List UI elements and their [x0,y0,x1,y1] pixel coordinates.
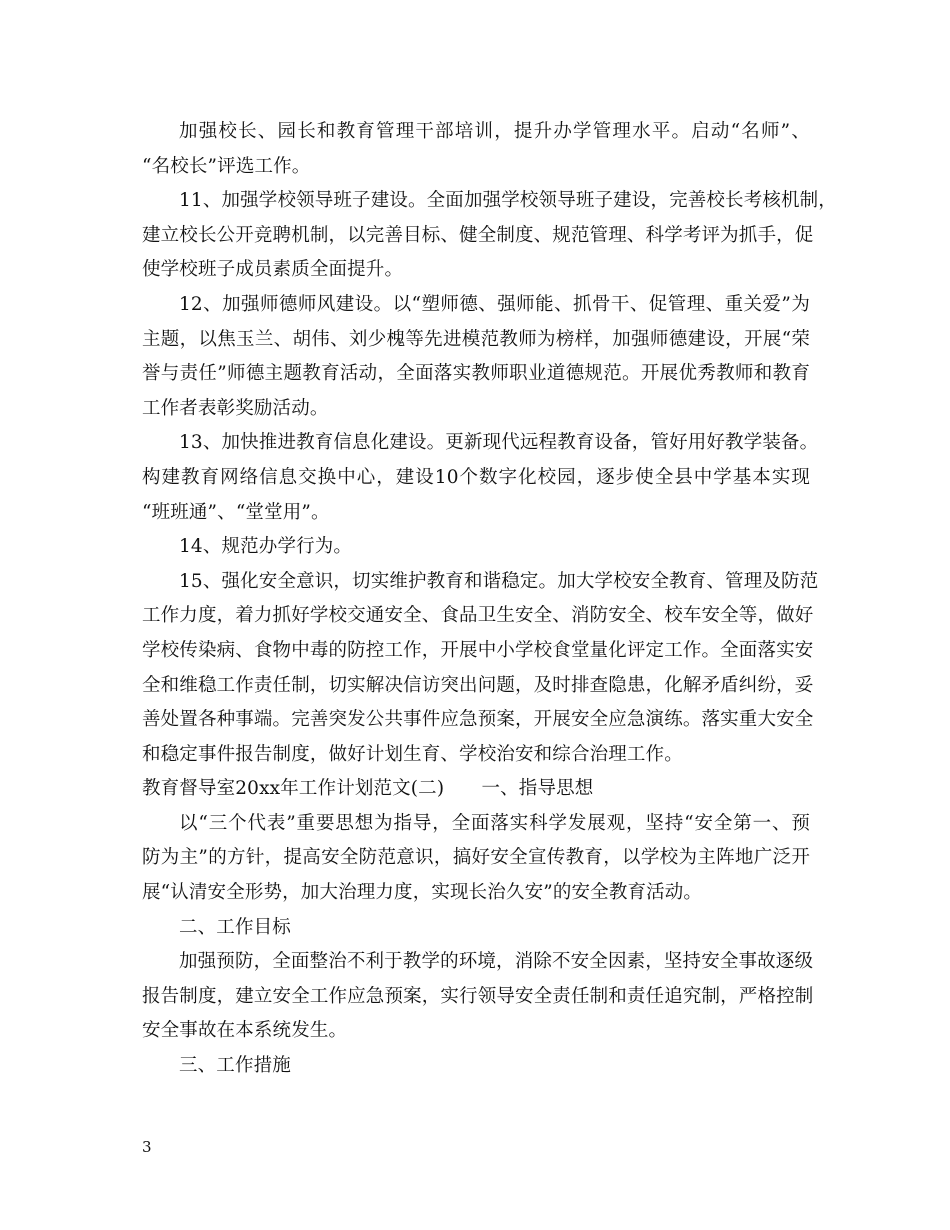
text-line: 展“认清安全形势，加大治理力度，实现长治久安”的安全教育活动。 [142,882,703,904]
text-line: 加强校长、园长和教育管理干部培训，提升办学管理水平。启动“名师”、 [179,121,810,142]
text-line: 14、规范办学行为。 [179,536,353,558]
section-heading: 二、工作目标 [179,916,291,938]
text-line: 13、加快推进教育信息化建设。更新现代远程教育设备，管好用好教学装备。 [179,432,819,454]
section-heading: 三、工作措施 [179,1055,291,1077]
text-line: 工作者表彰奖励活动。 [142,397,329,419]
text-line: “班班通”、“堂堂用”。 [142,501,330,523]
text-line: 12、加强师德师风建设。以“塑师德、强师能、抓骨干、促管理、重关爱”为 [179,293,810,315]
text-line: 以“三个代表”重要思想为指导，全面落实科学发展观，坚持“安全第一、预 [179,812,810,834]
text-line: 主题，以焦玉兰、胡伟、刘少槐等先进模范教师为榜样，加强师德建设，开展“荣 [142,328,810,350]
text-line: 工作力度，着力抓好学校交通安全、食品卫生安全、消防安全、校车安全等，做好 [142,605,814,627]
text-line: 安全事故在本系统发生。 [142,1020,348,1042]
text-line: 教育督导室20xx年工作计划范文(二) 一、指导思想 [142,778,594,800]
text-line: 誉与责任”师德主题教育活动，全面落实教师职业道德规范。开展优秀教师和教育 [142,363,810,385]
text-line: 全和维稳工作责任制，切实解决信访突出问题，及时排查隐患，化解矛盾纠纷，妥 [142,674,814,696]
text-line: 防为主”的方针，提高安全防范意识，搞好安全宣传教育，以学校为主阵地广泛开 [142,847,810,869]
text-line: 学校传染病、食物中毒的防控工作，开展中小学校食堂量化评定工作。全面落实安 [142,639,814,661]
text-line: 建立校长公开竞聘机制，以完善目标、健全制度、规范管理、科学考评为抓手，促 [142,224,814,246]
text-line: 加强预防，全面整治不利于教学的环境，消除不安全因素，坚持安全事故逐级 [179,951,814,973]
text-line: 和稳定事件报告制度，做好计划生育、学校治安和综合治理工作。 [142,743,683,765]
text-line: 报告制度，建立安全工作应急预案，实行领导安全责任制和责任追究制，严格控制 [142,985,814,1007]
page-number: 3 [142,1138,152,1156]
text-line: 11、加强学校领导班子建设。全面加强学校领导班子建设，完善校长考核机制， [179,190,837,212]
text-line: 构建教育网络信息交换中心，建设10个数字化校园，逐步使全县中学基本实现 [142,466,810,488]
document-body [142,115,837,1084]
text-line: 善处置各种事端。完善突发公共事件应急预案，开展安全应急演练。落实重大安全 [142,709,814,731]
text-line: 使学校班子成员素质全面提升。 [142,259,404,281]
text-line: 15、强化安全意识，切实维护教育和谐稳定。加大学校安全教育、管理及防范 [179,570,819,592]
text-line: “名校长”评选工作。 [142,155,311,177]
